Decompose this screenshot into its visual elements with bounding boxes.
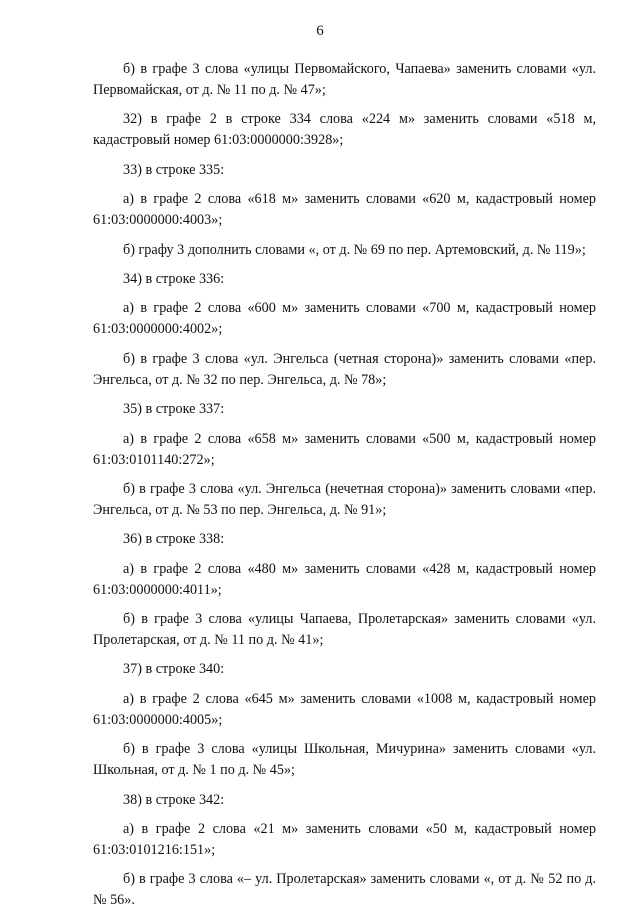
paragraph: б) в графе 3 слова «улицы Первомайского, Чапаева» заменить словами «ул. Первомайская, от д. № 11 по д. № 47»; [93, 61, 596, 98]
page-number: 6 [316, 23, 324, 39]
paragraph: а) в графе 2 слова «645 м» заменить словами «1008 м, кадастровый номер 61:03:0000000:4005»; [93, 690, 596, 728]
paragraph: б) в графе 3 слова «улицы Школьная, Мичурина» заменить словами «ул. Школьная, от д. № 1 по д. № 45»; [93, 741, 596, 779]
paragraph: а) в графе 2 слова «480 м» заменить словами «428 м, кадастровый номер 61:03:0000000:4011»; [93, 560, 596, 598]
paragraph: 37) в строке 340: [123, 661, 225, 678]
paragraph: а) в графе 2 слова «618 м» заменить словами «620 м, кадастровый номер 61:03:0000000:4003»; [93, 191, 596, 229]
paragraph: а) в графе 2 слова «21 м» заменить словами «50 м, кадастровый номер 61:03:0101216:151»; [93, 821, 596, 859]
paragraph: а) в графе 2 слова «600 м» заменить словами «700 м, кадастровый номер 61:03:0000000:4002»; [93, 300, 596, 338]
paragraph: 32) в графе 2 в строке 334 слова «224 м» заменить словами «518 м, кадастровый номер 61:03:0000000:3928»; [93, 111, 596, 149]
paragraph: 38) в строке 342: [123, 791, 225, 808]
document-body [93, 59, 596, 911]
paragraph: а) в графе 2 слова «658 м» заменить словами «500 м, кадастровый номер 61:03:0101140:272»; [93, 430, 596, 468]
paragraph: б) в графе 3 слова «ул. Энгельса (четная сторона)» заменить словами «пер. Энгельса, от д. № 32 по пер. Энгельса, д. № 78»; [93, 350, 596, 388]
paragraph: 34) в строке 336: [123, 270, 225, 287]
paragraph: б) в графе 3 слова «– ул. Пролетарская» заменить словами «, от д. № 52 по д. № 56». [93, 871, 596, 909]
paragraph: б) графу 3 дополнить словами «, от д. № 69 по пер. Артемовский, д. № 119»; [123, 241, 586, 258]
paragraph: б) в графе 3 слова «ул. Энгельса (нечетная сторона)» заменить словами «пер. Энгельса, от д. № 53 по пер. Энгельса, д. № 91»; [93, 480, 596, 518]
paragraph: б) в графе 3 слова «улицы Чапаева, Пролетарская» заменить словами «ул. Пролетарская, от д. № 11 по д. № 41»; [93, 611, 596, 649]
paragraph: 35) в строке 337: [123, 401, 225, 418]
paragraph: 33) в строке 335: [123, 161, 225, 178]
paragraph: 36) в строке 338: [123, 531, 225, 548]
